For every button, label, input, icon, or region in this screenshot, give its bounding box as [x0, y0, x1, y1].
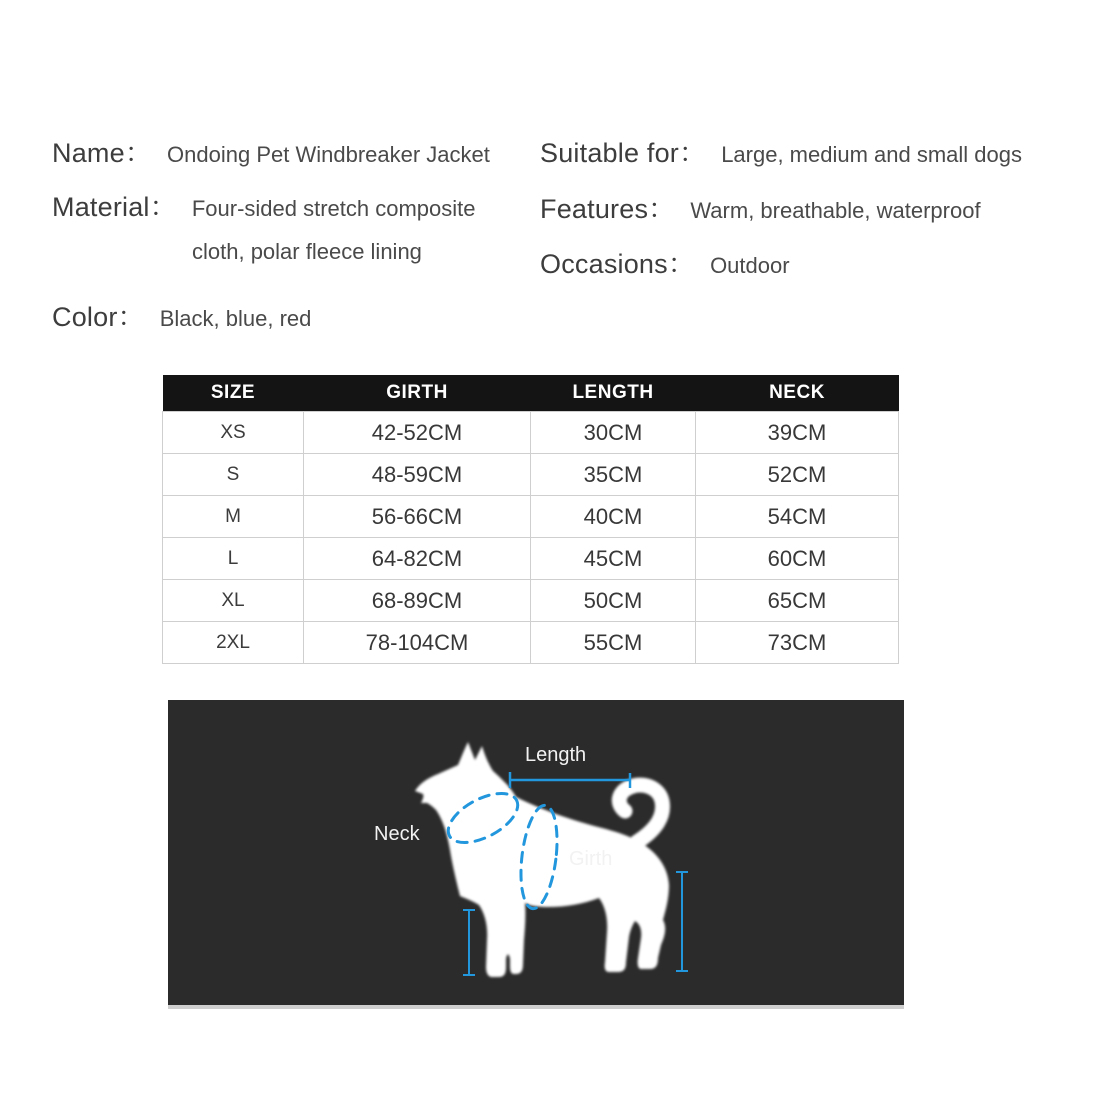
header-length: LENGTH	[531, 375, 696, 412]
color-row	[52, 295, 311, 334]
occasions-value: Outdoor	[710, 253, 790, 278]
neck-cell: 60CM	[696, 538, 899, 580]
size-table-header-row	[163, 375, 899, 412]
neck-cell: 52CM	[696, 454, 899, 496]
length-cell: 55CM	[531, 622, 696, 664]
neck-cell: 73CM	[696, 622, 899, 664]
occasions-label: Occasions：	[540, 249, 696, 279]
length-label: Length	[525, 744, 587, 766]
header-neck: NECK	[696, 375, 899, 412]
neck-cell: 65CM	[696, 580, 899, 622]
front-height-measure-line	[463, 910, 475, 975]
size-table-section	[162, 375, 898, 664]
length-cell: 30CM	[531, 412, 696, 454]
material-label: Material：	[52, 192, 177, 222]
neck-label: Neck	[374, 823, 420, 845]
size-cell: 2XL	[163, 622, 304, 664]
girth-cell: 42-52CM	[304, 412, 531, 454]
length-measure-line	[510, 772, 630, 788]
size-cell: XL	[163, 580, 304, 622]
name-label: Name：	[52, 138, 153, 168]
length-cell: 35CM	[531, 454, 696, 496]
length-cell: 45CM	[531, 538, 696, 580]
girth-label: Girth	[569, 848, 613, 870]
suitable-for-label: Suitable for：	[540, 138, 707, 168]
girth-cell: 56-66CM	[304, 496, 531, 538]
girth-cell: 78-104CM	[304, 622, 531, 664]
features-label: Features：	[540, 194, 676, 224]
size-cell: XS	[163, 412, 304, 454]
size-cell: M	[163, 496, 304, 538]
neck-cell: 54CM	[696, 496, 899, 538]
table-row	[163, 496, 899, 538]
suitable-for-row	[540, 131, 1022, 170]
occasions-row	[540, 242, 790, 281]
color-value: Black, blue, red	[159, 306, 312, 331]
header-size: SIZE	[163, 375, 304, 412]
size-table	[162, 375, 899, 664]
features-value: Warm, breathable, waterproof	[690, 198, 981, 223]
material-row	[52, 185, 476, 224]
color-label: Color：	[52, 302, 145, 332]
neck-cell: 39CM	[696, 412, 899, 454]
size-cell: S	[163, 454, 304, 496]
suitable-for-value: Large, medium and small dogs	[721, 142, 1023, 167]
material-value-line2: cloth, polar fleece lining	[192, 239, 422, 264]
name-value: Ondoing Pet Windbreaker Jacket	[167, 142, 490, 167]
table-row	[163, 538, 899, 580]
girth-cell: 68-89CM	[304, 580, 531, 622]
table-row	[163, 580, 899, 622]
size-cell: L	[163, 538, 304, 580]
rear-height-measure-line	[676, 872, 688, 971]
length-cell: 40CM	[531, 496, 696, 538]
length-cell: 50CM	[531, 580, 696, 622]
size-guide-panel	[168, 700, 904, 1009]
table-row	[163, 412, 899, 454]
header-girth: GIRTH	[304, 375, 531, 412]
name-row	[52, 131, 490, 170]
girth-cell: 64-82CM	[304, 538, 531, 580]
table-row	[163, 622, 899, 664]
girth-cell: 48-59CM	[304, 454, 531, 496]
features-row	[540, 187, 981, 226]
material-value-line1: Four-sided stretch composite	[191, 196, 476, 221]
table-row	[163, 454, 899, 496]
